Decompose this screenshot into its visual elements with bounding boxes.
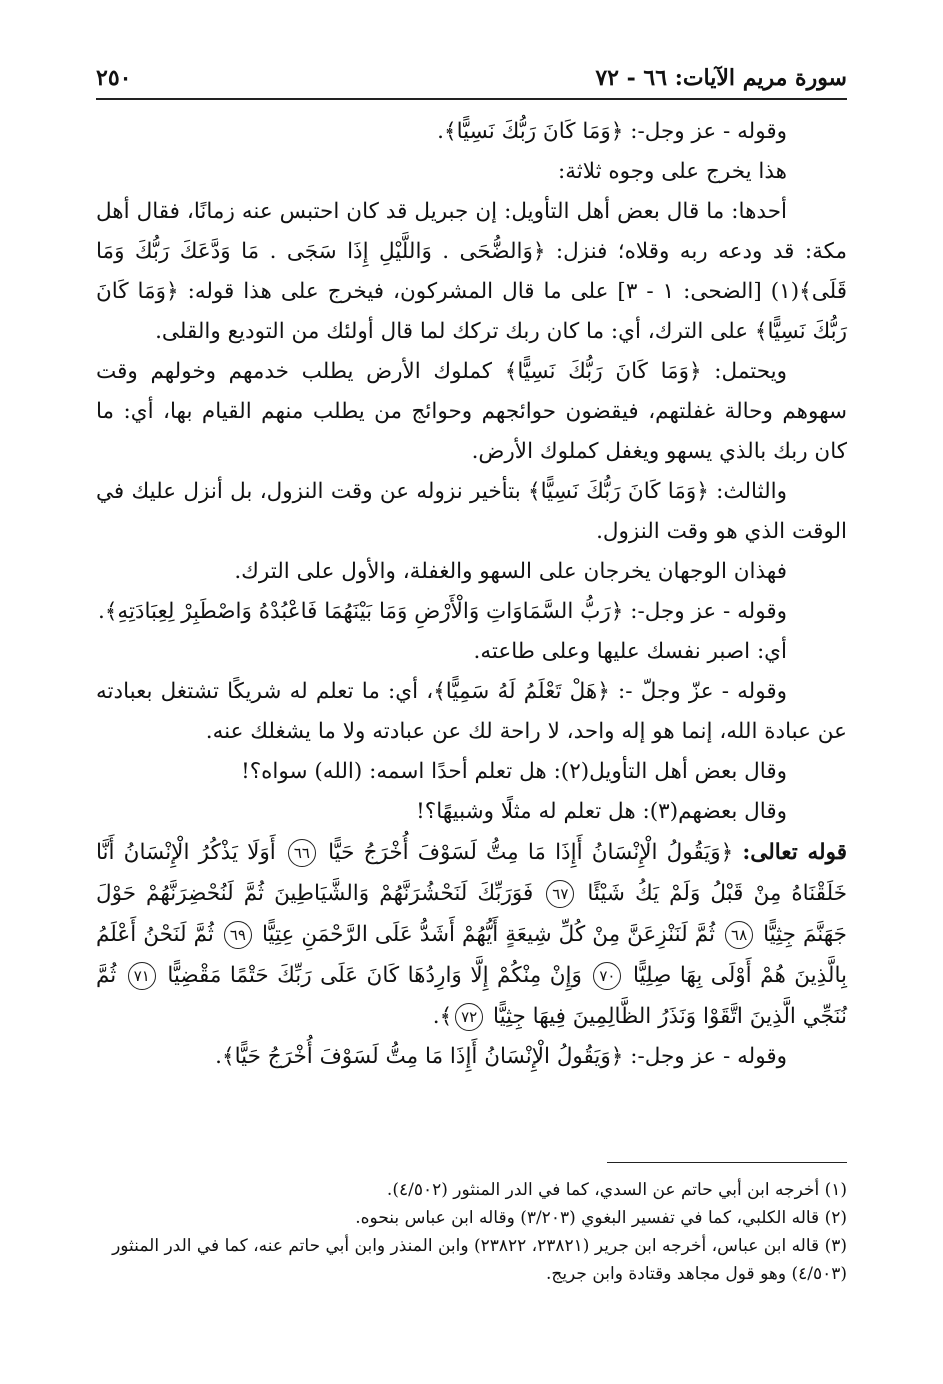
paragraph: وقال بعض أهل التأويل(٢): هل تعلم أحدًا اسمه: (الله) سواه؟! [241, 759, 787, 784]
footnote: (٣) قاله ابن عباس، أخرجه ابن جرير (٢٣٨٢١، ٢٣٨٢٢) وابن المنذر وابن أبي حاتم عنه، كما في الدر المنثور (٤/٥٠٣) وهو قول مجاهد وقتادة وابن جريج. [112, 1236, 847, 1284]
footnotes [96, 1176, 847, 1288]
verse-closing: ﴾. [432, 1004, 453, 1029]
ayah-number-marker: ٧١ [128, 962, 156, 990]
footnote: (٢) قاله الكلبي، كما في تفسير البغوي (٣/٢٠٣) وقاله ابن عباس بنحوه. [355, 1208, 847, 1228]
paragraph: وقوله - عز وجل-: ﴿رَبُّ السَّمَاوَاتِ وَالْأَرْضِ وَمَا بَيْنَهُمَا فَاعْبُدْهُ وَاصْطَبِرْ لِعِبَادَتِهِ﴾. [97, 599, 787, 624]
verse-text: فَوَرَبِّكَ لَنَحْشُرَنَّهُمْ وَالشَّيَاطِينَ ثُمَّ لَنُحْضِرَنَّهُمْ حَوْلَ جَهَنَّمَ جِثِيًّا [96, 881, 847, 947]
ayah-number-marker: ٦٨ [725, 921, 753, 949]
ayah-number-marker: ٧٠ [593, 962, 621, 990]
quran-verses-block [96, 832, 847, 1037]
paragraph: وقوله - عز وجل-: ﴿وَيَقُولُ الْإِنْسَانُ أَإِذَا مَا مِتُّ لَسَوْفَ أُخْرَجُ حَيًّا﴾. [215, 1044, 787, 1069]
paragraph: أي: اصبر نفسك عليها وعلى طاعته. [473, 639, 787, 664]
paragraph: فهذان الوجهان يخرجان على السهو والغفلة، والأول على الترك. [234, 559, 787, 584]
paragraph: وقال بعضهم(٣): هل تعلم له مثلًا وشبيهًا؟! [416, 799, 787, 824]
verse-text: ثُمَّ لَنَحْنُ أَعْلَمُ بِالَّذِينَ هُمْ أَوْلَى بِهَا صِلِيًّا [96, 922, 848, 988]
paragraph: وقوله - عز وجل-: ﴿وَمَا كَانَ رَبُّكَ نَسِيًّا﴾. [437, 119, 787, 144]
verse-label: قوله تعالى: [742, 840, 847, 865]
ayah-number-marker: ٦٦ [288, 839, 316, 867]
ayah-number-marker: ٧٢ [455, 1003, 483, 1031]
paragraph: أحدها: ما قال بعض أهل التأويل: إن جبريل قد كان احتبس عنه زمانًا، فقال أهل مكة: قد ودعه ربه وقلاه؛ فنزل: ﴿وَالضُّحَى . وَاللَّيْلِ إِذَا سَجَى . مَا وَدَّعَكَ رَبُّكَ وَمَا قَلَى﴾(١) [الضحى: ١ - ٣] على ما قال المشركون، فيخرج على هذا قوله: ﴿وَمَا كَانَ رَبُّكَ نَسِيًّا﴾ على الترك، أي: ما كان ربك تركك لما قال أولئك من التوديع والقلى. [96, 199, 848, 344]
paragraph: والثالث: ﴿وَمَا كَانَ رَبُّكَ نَسِيًّا﴾ بتأخير نزوله عن وقت النزول، بل أنزل عليك في الوقت الذي هو وقت النزول. [96, 479, 847, 544]
paragraph: هذا يخرج على وجوه ثلاثة: [557, 159, 787, 184]
footnote-divider [607, 1162, 847, 1163]
footnote: (١) أخرجه ابن أبي حاتم عن السدي، كما في الدر المنثور (٤/٥٠٢). [386, 1180, 847, 1200]
ayah-number-marker: ٦٧ [546, 880, 574, 908]
page-number: ٢٥٠ [96, 65, 132, 91]
verse-text: وَإِنْ مِنْكُمْ إِلَّا وَارِدُهَا كَانَ عَلَى رَبِّكَ حَتْمًا مَقْضِيًّا [167, 963, 582, 988]
ayah-number-marker: ٦٩ [224, 921, 252, 949]
verse-text: ثُمَّ لَنَنْزِعَنَّ مِنْ كُلِّ شِيعَةٍ أَيُّهُمْ أَشَدُّ عَلَى الرَّحْمَنِ عِتِيًّا [261, 922, 716, 947]
main-text [96, 112, 847, 1077]
running-header [96, 58, 847, 100]
verse-text: أَوَلَا يَذْكُرُ الْإِنْسَانُ أَنَّا خَلَقْنَاهُ مِنْ قَبْلُ وَلَمْ يَكُ شَيْئًا [96, 840, 847, 906]
verse-text: ﴿وَيَقُولُ الْإِنْسَانُ أَإِذَا مَا مِتُّ لَسَوْفَ أُخْرَجُ حَيًّا [328, 840, 734, 865]
surah-header-title: سورة مريم الآيات: ٦٦ - ٧٢ [595, 65, 847, 91]
paragraph: وقوله - عزّ وجلّ -: ﴿هَلْ تَعْلَمُ لَهُ سَمِيًّا﴾، أي: ما تعلم له شريكًا تشتغل بعبادته عن عبادة الله، إنما هو إله واحد، لا راحة لك عن عبادته ولا ما يشغلك عنه. [96, 679, 847, 744]
verse-text: ثُمَّ نُنَجِّي الَّذِينَ اتَّقَوْا وَنَذَرُ الظَّالِمِينَ فِيهَا جِثِيًّا [96, 963, 847, 1029]
paragraph: ويحتمل: ﴿وَمَا كَانَ رَبُّكَ نَسِيًّا﴾ كملوك الأرض يطلب خدمهم وخولهم وقت سهوهم وحالة غفلتهم، فيقضون حوائجهم وحوائج من يطلب منهم القيام بها، أي: ما كان ربك بالذي يسهو ويغفل كملوك الأرض. [96, 359, 847, 464]
